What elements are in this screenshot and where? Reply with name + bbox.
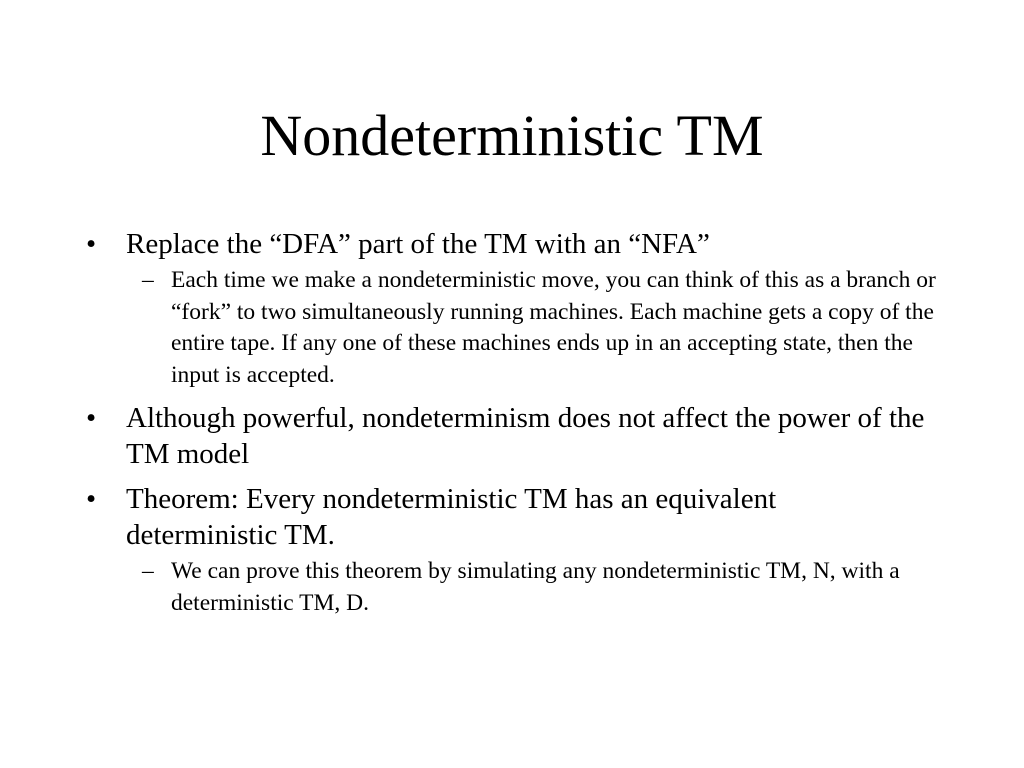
bullet-marker: • — [86, 402, 97, 434]
bullet-text: Although powerful, nondeterminism does not affect the power of the TM model — [126, 402, 925, 470]
bullet-item — [0, 226, 936, 391]
slide-body — [0, 226, 1024, 628]
sub-bullet-text: Each time we make a nondeterministic move, you can think of this as a branch or “fork” to two simultaneously running machines. Each machine gets a copy of the entire tape. If any one of these machines ends up in an accepting state, then the input is accepted. — [171, 267, 936, 388]
sub-bullet-marker: – — [142, 558, 154, 584]
bullet-item — [0, 400, 926, 472]
sub-bullet-marker: – — [142, 267, 154, 293]
sub-bullet-item — [0, 556, 941, 619]
sub-bullet-item — [0, 265, 941, 391]
bullet-marker: • — [86, 483, 97, 515]
bullet-marker: • — [86, 228, 97, 260]
sub-list — [126, 556, 926, 619]
bullet-text: Theorem: Every nondeterministic TM has an equivalent deterministic TM. — [126, 483, 777, 551]
bullet-text: Replace the “DFA” part of the TM with an “NFA” — [126, 228, 710, 260]
bullet-item — [0, 481, 926, 619]
sub-list — [126, 265, 936, 391]
slide-title: Nondeterministic TM — [260, 103, 764, 168]
sub-bullet-text: We can prove this theorem by simulating any nondeterministic TM, N, with a deterministic TM, D. — [171, 558, 900, 616]
